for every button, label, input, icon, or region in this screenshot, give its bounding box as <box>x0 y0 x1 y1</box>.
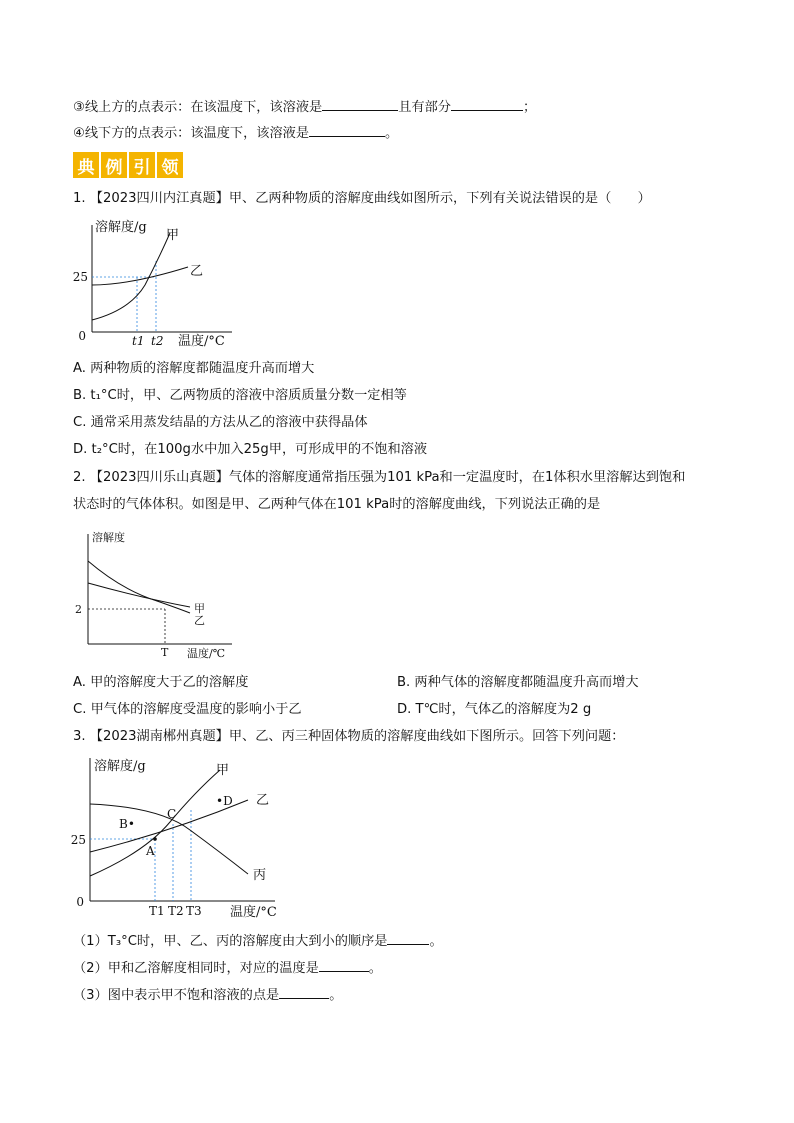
q1-option-b[interactable]: B. t₁°C时，甲、乙两物质的溶液中溶质质量分数一定相等 <box>73 388 407 403</box>
q3-point-a: A <box>146 844 155 858</box>
q3-stem: 3. 【2023湖南郴州真题】甲、乙、丙三种固体物质的溶解度曲线如下图所示。回答下列问题： <box>73 729 625 744</box>
q3-sub-2 <box>73 958 382 978</box>
q3-ylabel: 溶解度/g <box>94 759 146 774</box>
q1-stem: 1. 【2023四川内江真题】甲、乙两种物质的溶解度曲线如图所示，下列有关说法错误的是（ ） <box>73 191 651 206</box>
q2-option-d[interactable]: D. T℃时，气体乙的溶解度为2 g <box>397 702 592 717</box>
banner-char: 例 <box>101 152 127 178</box>
banner-char: 典 <box>73 152 99 178</box>
section-banner <box>73 152 183 178</box>
q3-xlabel: 温度/°C <box>230 905 277 920</box>
q3-sub-1 <box>73 931 443 951</box>
q2-option-c[interactable]: C. 甲气体的溶解度受温度的影响小于乙 <box>73 702 302 717</box>
q3-ytick-25: 25 <box>70 833 86 847</box>
intro-line-3-text-c: ； <box>522 100 537 115</box>
q2-xtick-T: T <box>161 646 169 659</box>
q3-xtick-T2: T2 <box>168 904 184 918</box>
q2-ytick-2: 2 <box>75 603 82 616</box>
q2-option-a[interactable]: A. 甲的溶解度大于乙的溶解度 <box>73 675 249 690</box>
q3-point-b: B• <box>119 817 135 831</box>
q1-label-yi: 乙 <box>190 264 204 279</box>
answer-blank[interactable] <box>319 958 369 972</box>
q3-point-c: C <box>167 807 177 821</box>
q3-sub-3-text: （3）图中表示甲不饱和溶液的点是 <box>73 988 280 1003</box>
intro-line-3-text-b: 且有部分 <box>398 100 451 115</box>
q2-xlabel: 温度/℃ <box>187 647 226 660</box>
q1-ylabel: 溶解度/g <box>95 220 147 235</box>
q1-option-d[interactable]: D. t₂°C时，在100g水中加入25g甲，可形成甲的不饱和溶液 <box>73 442 428 457</box>
q3-point-a-mark <box>153 837 157 841</box>
q1-xtick-t1: t1 <box>132 334 145 348</box>
q3-sub-2-text: （2）甲和乙溶解度相同时，对应的温度是 <box>73 961 319 976</box>
q2-label-yi: 乙 <box>194 614 205 627</box>
q3-point-d: •D <box>216 794 233 808</box>
answer-blank[interactable] <box>322 97 398 111</box>
q2-option-b[interactable]: B. 两种气体的溶解度都随温度升高而增大 <box>397 675 639 690</box>
q1-xtick-t2: t2 <box>151 334 164 348</box>
q3-label-yi: 乙 <box>256 793 270 808</box>
answer-blank[interactable] <box>451 97 523 111</box>
intro-line-4-text-a: ④线下方的点表示：该温度下，该溶液是 <box>73 126 310 141</box>
intro-line-4 <box>73 123 398 143</box>
q3-xtick-T1: T1 <box>149 904 165 918</box>
intro-line-3 <box>73 97 536 117</box>
q1-label-jia: 甲 <box>166 228 180 243</box>
banner-char: 领 <box>157 152 183 178</box>
q2-ylabel: 溶解度 <box>92 531 125 544</box>
q1-solubility-figure <box>70 215 250 355</box>
q1-curve-yi <box>92 267 188 285</box>
q3-sub-3 <box>73 985 342 1005</box>
q2-curve-jia <box>88 583 190 607</box>
answer-blank[interactable] <box>279 985 329 999</box>
q3-sub-1-end: 。 <box>429 934 443 949</box>
q2-label-jia: 甲 <box>194 602 205 615</box>
q1-origin: 0 <box>78 329 86 343</box>
q2-solubility-figure <box>72 528 242 663</box>
q3-sub-2-end: 。 <box>368 961 382 976</box>
q3-sub-3-end: 。 <box>329 988 343 1003</box>
q2-stem-line-1: 2. 【2023四川乐山真题】气体的溶解度通常指压强为101 kPa和一定温度时，在1体积水里溶解达到饱和 <box>73 470 686 485</box>
intro-line-3-text-a: ③线上方的点表示：在该温度下，该溶液是 <box>73 100 323 115</box>
q3-xtick-T3: T3 <box>186 904 202 918</box>
q1-curve-jia <box>92 233 170 320</box>
q1-xlabel: 温度/°C <box>178 334 225 349</box>
q1-option-c[interactable]: C. 通常采用蒸发结晶的方法从乙的溶液中获得晶体 <box>73 415 368 430</box>
answer-blank[interactable] <box>387 931 429 945</box>
answer-blank[interactable] <box>309 123 385 137</box>
q2-stem-line-2: 状态时的气体体积。如图是甲、乙两种气体在101 kPa时的溶解度曲线，下列说法正确的是 <box>73 497 601 512</box>
q3-sub-1-text: （1）T₃°C时，甲、乙、丙的溶解度由大到小的顺序是 <box>73 934 388 949</box>
banner-char: 引 <box>129 152 155 178</box>
q3-label-bing: 丙 <box>253 868 267 883</box>
q1-option-a[interactable]: A. 两种物质的溶解度都随温度升高而增大 <box>73 361 315 376</box>
q3-label-jia: 甲 <box>216 763 230 778</box>
intro-line-4-text-b: 。 <box>385 126 399 141</box>
q1-ytick-25: 25 <box>72 270 88 284</box>
q3-solubility-figure <box>70 752 290 922</box>
q3-origin: 0 <box>76 895 84 909</box>
